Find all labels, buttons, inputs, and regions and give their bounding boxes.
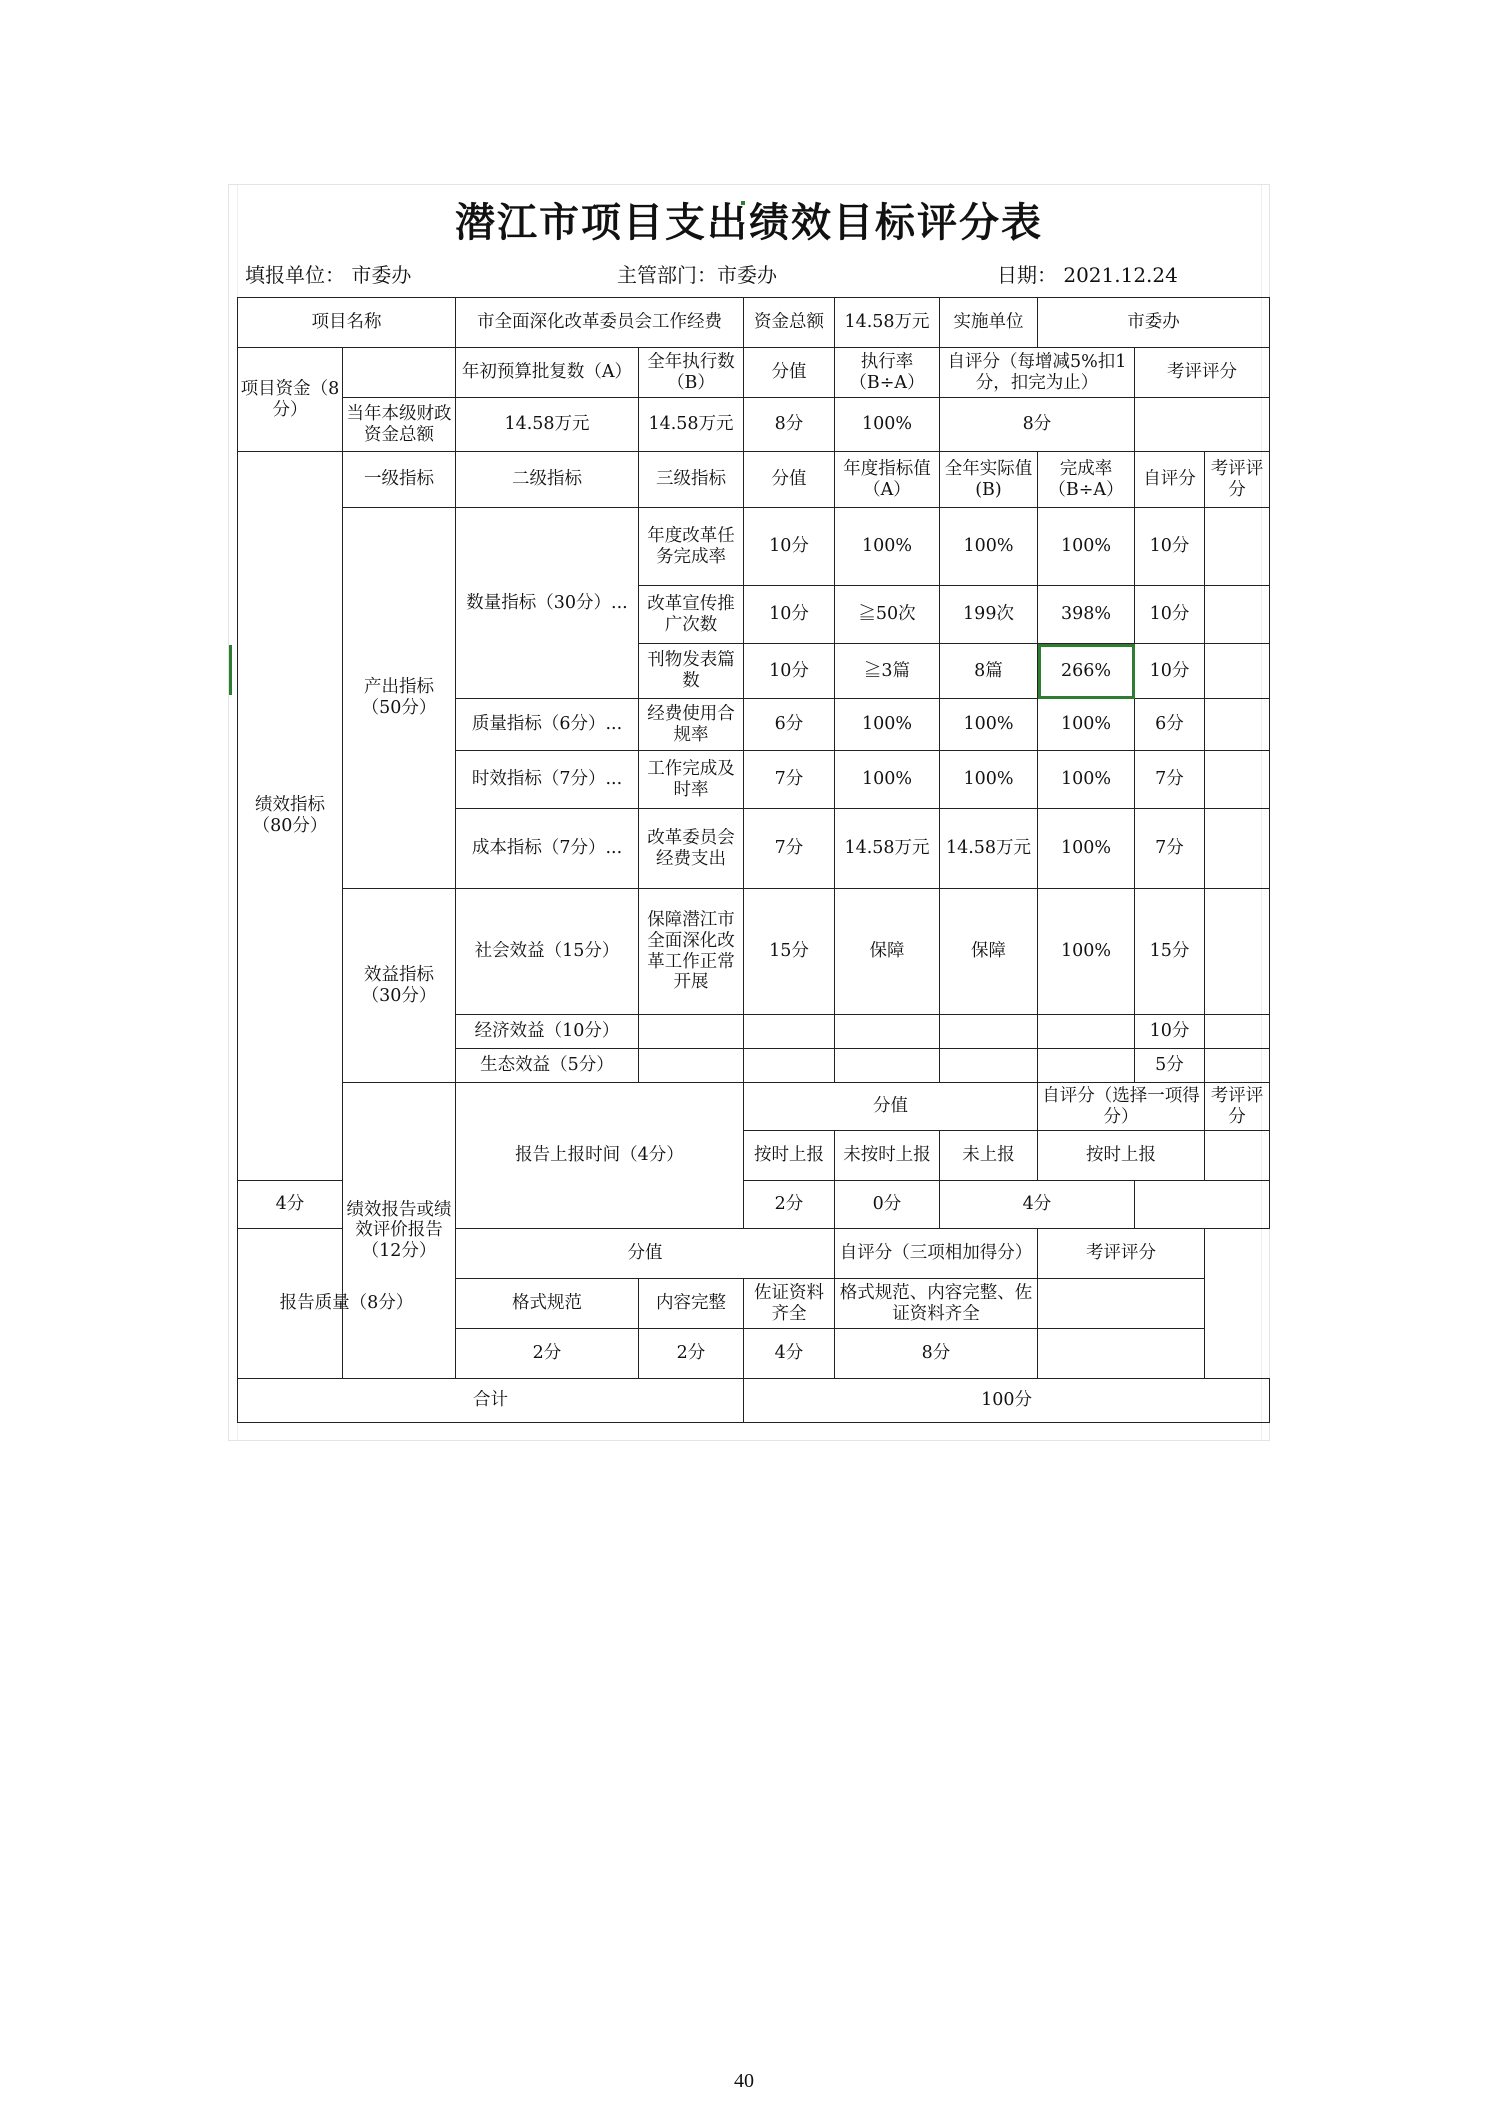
empty-cell[interactable] [835,1049,940,1083]
rate-cell[interactable]: 100% [1038,751,1135,809]
actual-cell[interactable]: 100% [940,699,1038,751]
score-header[interactable]: 分值 [744,1083,1038,1131]
score-value[interactable]: 8分 [744,398,835,452]
ontime-option[interactable]: 按时上报 [744,1131,835,1181]
output-indicator[interactable]: 产出指标（50分） [343,508,456,889]
quantity-indicator[interactable]: 数量指标（30分）... [456,508,639,699]
eval-cell[interactable] [1205,699,1270,751]
eval-cell[interactable] [1205,1131,1270,1181]
eval-cell[interactable] [1205,751,1270,809]
actual-cell[interactable]: 14.58万元 [940,809,1038,889]
project-row [238,298,1270,348]
social-benefit[interactable]: 社会效益（15分） [456,889,639,1015]
self-score-time[interactable]: 4分 [940,1181,1135,1229]
quality-indicator[interactable]: 质量指标（6分）... [456,699,639,751]
target-cell[interactable]: 100% [835,751,940,809]
eval-cell[interactable] [1135,1181,1270,1229]
cost-indicator[interactable]: 成本指标（7分）... [456,809,639,889]
impl-unit-label[interactable]: 实施单位 [940,298,1038,348]
self-sum-header[interactable]: 自评分（三项相加得分） [835,1229,1038,1279]
target-cell[interactable]: 保障 [835,889,940,1015]
score-header[interactable]: 分值 [456,1229,835,1279]
self-cell[interactable]: 7分 [1135,809,1205,889]
selected-rate-cell[interactable]: 266% [1038,644,1135,699]
rate-cell[interactable]: 100% [1038,508,1135,586]
actual-cell[interactable]: 8篇 [940,644,1038,699]
level3-cell[interactable]: 经费使用合规率 [639,699,744,751]
evidence-option[interactable]: 佐证资料齐全 [744,1279,835,1329]
score-cell[interactable]: 7分 [744,751,835,809]
score-cell[interactable]: 10分 [744,644,835,699]
content-option[interactable]: 内容完整 [639,1279,744,1329]
eval-cell[interactable] [1038,1279,1205,1329]
funds-data-row [238,398,1270,452]
empty-cell[interactable] [940,1049,1038,1083]
self-score-header[interactable]: 自评分（每增减5%扣1分，扣完为止） [940,348,1135,398]
actual-cell[interactable]: 100% [940,751,1038,809]
eval-score-header[interactable]: 考评评分 [1135,348,1270,398]
self-score-quality[interactable]: 8分 [835,1329,1038,1379]
fund-total-label[interactable]: 资金总额 [744,298,835,348]
economic-benefit[interactable]: 经济效益（10分） [456,1015,639,1049]
rate-cell[interactable]: 100% [1038,809,1135,889]
report-date: 日期： 2021.12.24 [997,263,1178,287]
eval-header[interactable]: 考评评分 [1038,1229,1205,1279]
level1-header[interactable]: 一级指标 [343,452,456,508]
empty-cell[interactable] [744,1049,835,1083]
project-name-label[interactable]: 项目名称 [238,298,456,348]
none-option[interactable]: 未上报 [940,1131,1038,1181]
perf-label[interactable]: 绩效指标（80分） [238,452,343,1181]
executed-value[interactable]: 14.58万元 [639,398,744,452]
self-header[interactable]: 自评分 [1135,452,1205,508]
level3-cell[interactable]: 保障潜江市全面深化改革工作正常开展 [639,889,744,1015]
report-quality-label[interactable]: 报告质量（8分） [238,1229,456,1379]
self-cell[interactable]: 15分 [1135,889,1205,1015]
target-cell[interactable]: ≧3篇 [835,644,940,699]
self-cell[interactable]: 10分 [1135,1015,1205,1049]
self-cell[interactable]: 10分 [1135,644,1205,699]
eval-cell[interactable] [1205,809,1270,889]
actual-cell[interactable]: 保障 [940,889,1038,1015]
self-choice[interactable]: 按时上报 [1038,1131,1205,1181]
report-time-header-row [238,1083,1270,1131]
eval-score-value[interactable] [1135,398,1270,452]
late-score[interactable]: 2分 [744,1181,835,1229]
fund-total[interactable]: 14.58万元 [835,298,940,348]
total-value[interactable]: 100分 [744,1379,1270,1423]
eval-cell[interactable] [1205,586,1270,644]
actual-cell[interactable]: 100% [940,508,1038,586]
score-cell[interactable]: 10分 [744,586,835,644]
self-cell[interactable]: 10分 [1135,508,1205,586]
level3-cell[interactable]: 刊物发表篇数 [639,644,744,699]
level3-cell[interactable]: 工作完成及时率 [639,751,744,809]
empty-cell[interactable] [639,1015,744,1049]
format-score[interactable]: 2分 [456,1329,639,1379]
late-option[interactable]: 未按时上报 [835,1131,940,1181]
level3-header[interactable]: 三级指标 [639,452,744,508]
evidence-score[interactable]: 4分 [744,1329,835,1379]
empty-cell[interactable] [343,348,456,398]
target-cell[interactable]: 100% [835,508,940,586]
empty-cell[interactable] [1038,1015,1135,1049]
target-header[interactable]: 年度指标值（A） [835,452,940,508]
filler-unit: 填报单位： 市委办 [245,263,412,287]
ontime-score[interactable]: 4分 [238,1181,343,1229]
page-number: 40 [734,2070,754,2092]
self-cell[interactable]: 10分 [1135,586,1205,644]
exec-rate-value[interactable]: 100% [835,398,940,452]
self-cell[interactable]: 6分 [1135,699,1205,751]
table-row [238,889,1270,1015]
empty-cell[interactable] [940,1015,1038,1049]
impl-unit[interactable]: 市委办 [1038,298,1270,348]
budget-value[interactable]: 14.58万元 [456,398,639,452]
row-indicator [229,645,232,695]
ecological-benefit[interactable]: 生态效益（5分） [456,1049,639,1083]
empty-cell[interactable] [1038,1049,1135,1083]
actual-cell[interactable]: 199次 [940,586,1038,644]
eval-header[interactable]: 考评评分 [1205,1083,1270,1131]
level3-cell[interactable]: 年度改革任务完成率 [639,508,744,586]
title-row [237,185,1261,247]
table-row [238,508,1270,586]
eval-cell[interactable] [1205,644,1270,699]
rate-cell[interactable]: 398% [1038,586,1135,644]
all-three-option[interactable]: 格式规范、内容完整、佐证资料齐全 [835,1279,1038,1329]
level3-cell[interactable]: 改革宣传推广次数 [639,586,744,644]
rate-cell[interactable]: 100% [1038,889,1135,1015]
funds-item[interactable]: 当年本级财政资金总额 [343,398,456,452]
none-score[interactable]: 0分 [835,1181,940,1229]
report-label[interactable]: 绩效报告或绩效评价报告（12分） [343,1083,456,1379]
empty-cell[interactable] [835,1015,940,1049]
empty-cell[interactable] [639,1049,744,1083]
actual-header[interactable]: 全年实际值(B) [940,452,1038,508]
score-header[interactable]: 分值 [744,452,835,508]
score-cell[interactable]: 15分 [744,889,835,1015]
perf-header-row [238,452,1270,508]
score-sheet [229,185,1269,1440]
report-time-label[interactable]: 报告上报时间（4分） [456,1083,744,1229]
score-table [237,297,1270,1423]
eval-cell[interactable] [1205,508,1270,586]
total-label[interactable]: 合计 [238,1379,744,1423]
meta-row [237,247,1261,293]
timeliness-indicator[interactable]: 时效指标（7分）... [456,751,639,809]
level2-header[interactable]: 二级指标 [456,452,639,508]
content-score[interactable]: 2分 [639,1329,744,1379]
rate-header[interactable]: 完成率（B÷A） [1038,452,1135,508]
level3-cell[interactable]: 改革委员会经费支出 [639,809,744,889]
funds-header-row [238,348,1270,398]
format-option[interactable]: 格式规范 [456,1279,639,1329]
project-name[interactable]: 市全面深化改革委员会工作经费 [456,298,744,348]
self-choice-header[interactable]: 自评分（选择一项得分） [1038,1083,1205,1131]
executed-header[interactable]: 全年执行数（B） [639,348,744,398]
score-cell[interactable]: 6分 [744,699,835,751]
self-cell[interactable]: 5分 [1135,1049,1205,1083]
supervising-dept: 主管部门：市委办 [617,263,777,287]
self-score-value[interactable]: 8分 [940,398,1135,452]
eval-cell[interactable] [1038,1329,1205,1379]
target-cell[interactable]: 14.58万元 [835,809,940,889]
page-title: 潜江市项目支出绩效目标评分表 [455,199,1043,246]
budget-header[interactable]: 年初预算批复数（A） [456,348,639,398]
eval-cell[interactable] [1205,889,1270,1015]
eval-cell[interactable] [1205,1049,1270,1083]
target-cell[interactable]: 100% [835,699,940,751]
score-cell[interactable]: 7分 [744,809,835,889]
score-header[interactable]: 分值 [744,348,835,398]
total-row [238,1379,1270,1423]
empty-cell[interactable] [744,1015,835,1049]
eval-header[interactable]: 考评评分 [1205,452,1270,508]
self-cell[interactable]: 7分 [1135,751,1205,809]
eval-cell[interactable] [1205,1015,1270,1049]
rate-cell[interactable]: 100% [1038,699,1135,751]
benefit-indicator[interactable]: 效益指标（30分） [343,889,456,1083]
exec-rate-header[interactable]: 执行率（B÷A） [835,348,940,398]
target-cell[interactable]: ≧50次 [835,586,940,644]
score-cell[interactable]: 10分 [744,508,835,586]
funds-label[interactable]: 项目资金（8分） [238,348,343,452]
